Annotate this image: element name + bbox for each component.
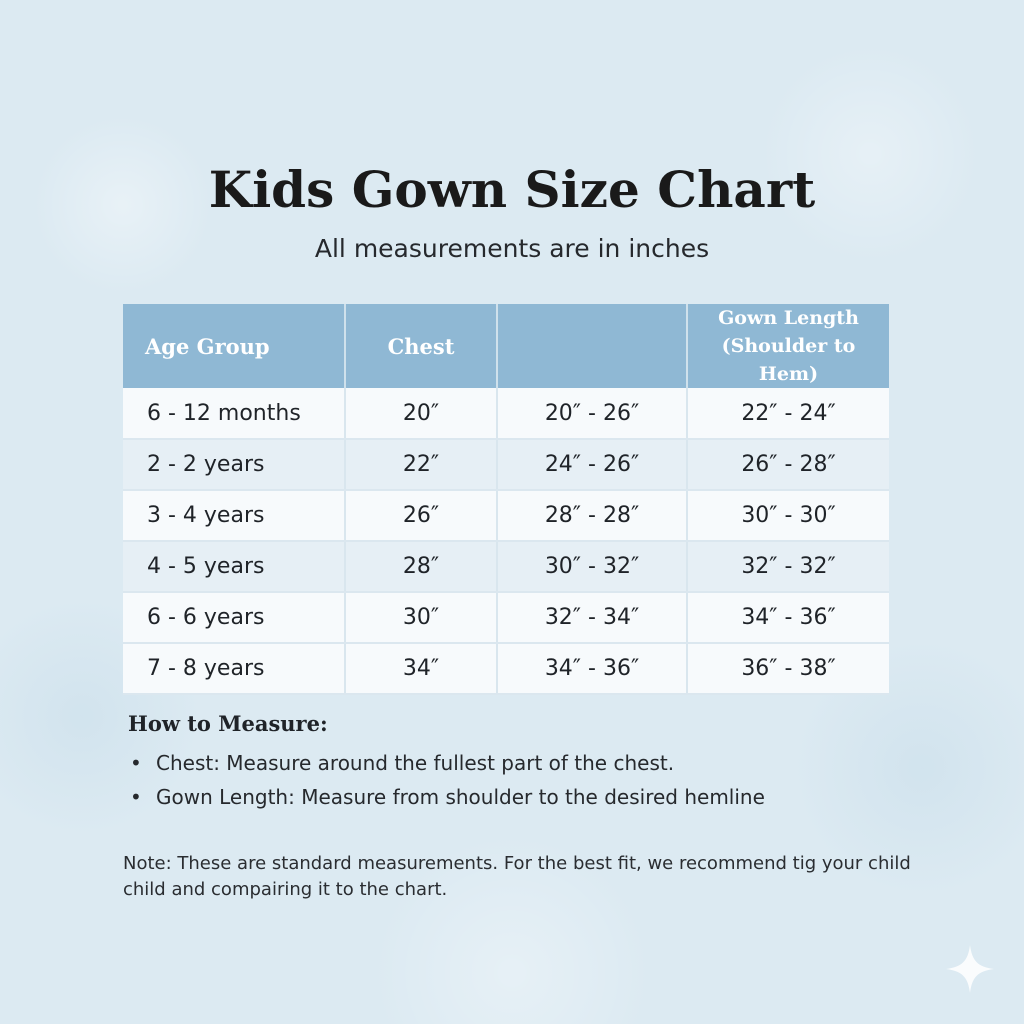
- table-row: [123, 388, 889, 439]
- cell-age: 2 - 2 years: [123, 439, 345, 490]
- cell-length: 32″ - 32″: [687, 541, 889, 592]
- cell-length: 30″ - 30″: [687, 490, 889, 541]
- header-gown-length-sub: (Shoulder to Hem): [721, 335, 856, 385]
- header-gown-length-title: Gown Length: [718, 307, 859, 329]
- cell-chest: 22″: [345, 439, 497, 490]
- how-to-measure-heading: How to Measure:: [128, 711, 328, 736]
- list-item-text: Gown Length: Measure from shoulder to the desired hemline: [156, 785, 765, 809]
- cell-age: 6 - 6 years: [123, 592, 345, 643]
- footnote: [123, 851, 963, 903]
- header-chest: Chest: [345, 304, 497, 388]
- cell-range: 32″ - 34″: [497, 592, 687, 643]
- cell-length: 22″ - 24″: [687, 388, 889, 439]
- cell-age: 7 - 8 years: [123, 643, 345, 694]
- how-to-measure-list: [130, 746, 765, 814]
- cell-length: 36″ - 38″: [687, 643, 889, 694]
- cell-chest: 28″: [345, 541, 497, 592]
- list-item: [130, 746, 765, 780]
- cell-age: 3 - 4 years: [123, 490, 345, 541]
- cell-length: 34″ - 36″: [687, 592, 889, 643]
- table-row: [123, 439, 889, 490]
- list-item: [130, 780, 765, 814]
- bullet-icon: •: [130, 785, 142, 809]
- cell-age: 4 - 5 years: [123, 541, 345, 592]
- cell-chest: 34″: [345, 643, 497, 694]
- list-item-text: Chest: Measure around the fullest part of the chest.: [156, 751, 675, 775]
- cell-chest: 30″: [345, 592, 497, 643]
- header-gown-length: [687, 304, 889, 388]
- bullet-icon: •: [130, 751, 142, 775]
- cell-age: 6 - 12 months: [123, 388, 345, 439]
- cell-range: 24″ - 26″: [497, 439, 687, 490]
- cell-range: 20″ - 26″: [497, 388, 687, 439]
- header-age-group: Age Group: [123, 304, 345, 388]
- table-row: [123, 541, 889, 592]
- cell-length: 26″ - 28″: [687, 439, 889, 490]
- size-table: [123, 304, 889, 695]
- cell-range: 34″ - 36″: [497, 643, 687, 694]
- table-row: [123, 592, 889, 643]
- sparkle-icon: [944, 943, 996, 995]
- page-title: Kids Gown Size Chart: [208, 160, 816, 219]
- footnote-line-2: child and compairing it to the chart.: [123, 879, 448, 900]
- header-blank: [497, 304, 687, 388]
- cell-chest: 20″: [345, 388, 497, 439]
- cell-chest: 26″: [345, 490, 497, 541]
- table-row: [123, 490, 889, 541]
- footnote-line-1: Note: These are standard measurements. For the best fit, we recommend tig your child: [123, 853, 911, 874]
- table-header-row: [123, 304, 889, 388]
- table-row: [123, 643, 889, 694]
- page-subtitle: All measurements are in inches: [314, 234, 710, 263]
- cell-range: 28″ - 28″: [497, 490, 687, 541]
- cell-range: 30″ - 32″: [497, 541, 687, 592]
